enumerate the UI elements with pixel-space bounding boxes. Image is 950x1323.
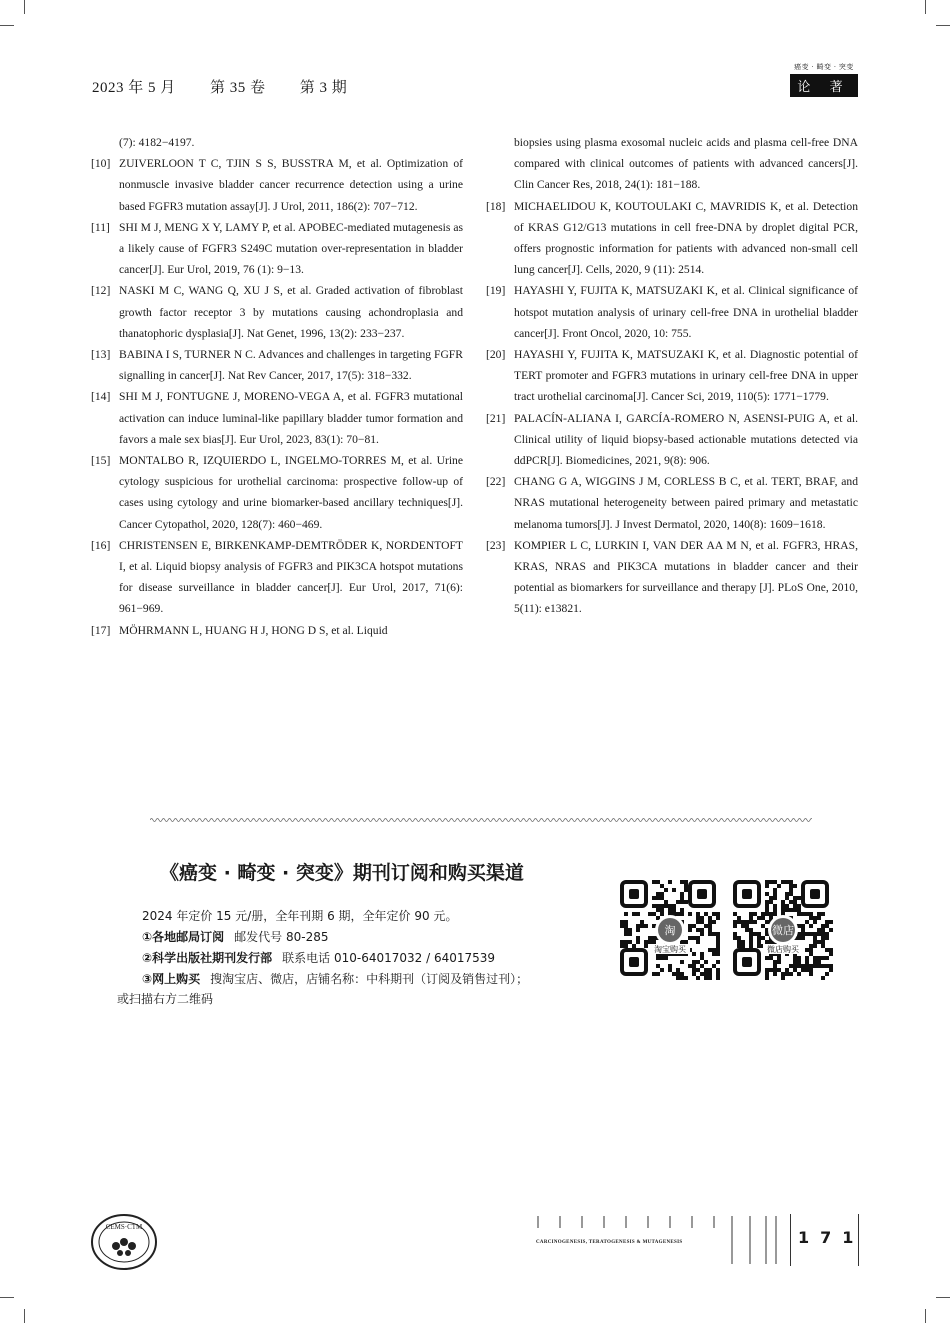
qr-finder-pattern [742,889,752,899]
qr-icon-label: 淘 [664,924,676,937]
section-header [790,62,858,97]
qr-finder-pattern [697,889,707,899]
page-number: 171 [798,1228,865,1247]
crop-mark [925,0,926,14]
qr-icon-label: 微店 [772,924,794,937]
qr-caption: 淘宝购买 [654,945,686,954]
reference-text: CHANG G A, WIGGINS J M, CORLESS B C, et al. TERT, BRAF, and NRAS mutational heterogeneity between paired primary and metastatic melanoma tumors[J]. J Invest Dermatol, 2020, 140(8): 1609−1618. [514,475,858,531]
reference-entry [91,620,463,641]
reference-entry [486,132,858,196]
reference-entry [91,344,463,386]
reference-entry [91,280,463,344]
reference-entry [91,217,463,281]
reference-text: HAYASHI Y, FUJITA K, MATSUZAKI K, et al. Diagnostic potential of TERT promoter and FGFR3 mutations in urinary cell-free DNA in upper tract urothelial carcinoma[J]. Cancer Sci, 2019, 110(5): 1771−1779. [514,348,858,404]
qr-finder-pattern [629,957,639,967]
reference-entry [91,386,463,450]
channel-detail: 搜淘宝店、微店，店铺名称：中科期刊（订阅及销售过刊）； [210,972,529,986]
reference-text: ZUIVERLOON T C, TJIN S S, BUSSTRA M, et al. Optimization of nonmuscle invasive bladder cancer recurrence detection using a urine based FGFR3 mutation assay[J]. J Urol, 2011, 186(2): 707−712. [119,157,463,213]
crop-mark [925,1309,926,1323]
reference-number: [14] [91,390,111,404]
reference-text: PALACÍN-ALIANA I, GARCÍA-ROMERO N, ASENSI-PUIG A, et al. Clinical utility of liquid biopsy-based actionable mutations detected via ddPCR[J]. Biomedicines, 2021, 9(8): 906. [514,411,858,468]
reference-entry [486,408,858,472]
reference-entry [486,196,858,281]
subscription-title: 《癌变 · 畸变 · 突变》期刊订阅和购买渠道 [160,862,524,884]
reference-number: [20] [486,348,506,362]
journal-short-title: 癌变 · 畸变 · 突变 [794,63,854,71]
subscription-price: 2024 年定价 15 元/册，全年刊期 6 期，全年定价 90 元。 [142,909,458,923]
running-header [92,76,377,97]
reference-number: [13] [91,348,111,362]
crop-mark [24,0,25,14]
channel-detail: 联系电话 010-64017032 / 64017539 [282,951,496,965]
qr-finder-pattern [810,889,820,899]
reference-number: [19] [486,284,506,298]
references-right-column [486,132,858,620]
qr-caption: 微店购买 [767,945,799,954]
reference-text: biopsies using plasma exosomal nucleic acids and plasma cell-free DNA compared with clinical outcomes of patients with advanced cancers[J]. Clin Cancer Res, 2018, 24(1): 181−188. [514,136,858,192]
reference-text: HAYASHI Y, FUJITA K, MATSUZAKI K, et al. Clinical significance of hotspot mutation analysis of urinary cell-free DNA in urothelial bladder cancer[J]. Front Oncol, 2020, 10: 755. [514,284,858,340]
channel-online [142,969,528,990]
reference-number: [15] [91,454,111,468]
reference-number: [16] [91,538,111,552]
qr-finder-pattern [629,889,639,899]
reference-entry [486,535,858,620]
reference-number: [21] [486,411,506,425]
reference-text: SHI M J, FONTUGNE J, MORENO-VEGA A, et al. FGFR3 mutational activation can induce luminal-like papillary bladder tumor formation and favors a male sex bias[J]. Eur Urol, 2023, 83(1): 70−81. [119,390,463,446]
reference-number: [10] [91,157,111,171]
reference-entry [91,132,463,153]
crop-mark [0,1297,14,1298]
reference-text: (7): 4182−4197. [119,136,195,149]
subscription-details [142,906,528,990]
issue-label: 第 3 期 [299,80,348,96]
qr-finder-pattern [742,957,752,967]
channel-label: ①各地邮局订阅 [142,930,225,944]
reference-text: SHI M J, MENG X Y, LAMY P, et al. APOBEC-mediated mutagenesis as a likely cause of FGFR3 S249C mutation over-representation in bladder cancer[J]. Eur Urol, 2019, 76 (1): 9−13. [119,220,463,277]
reference-text: BABINA I S, TURNER N C. Advances and challenges in targeting FGFR signalling in cancer[J]. Nat Rev Cancer, 2017, 17(5): 318−332. [119,348,463,383]
reference-text: CHRISTENSEN E, BIRKENKAMP-DEMTRÖDER K, NORDENTOFT I, et al. Liquid biopsy analysis of FGFR3 and PIK3CA hotspot mutations for disease surveillance in bladder cancer[J]. Eur Urol, 2017, 71(6): 961−969. [119,538,463,616]
channel-publisher [142,948,528,969]
section-badge: 论 著 [790,74,858,97]
crop-mark [936,1297,950,1298]
society-logo [90,1212,158,1272]
channel-label: ③网上购买 [142,972,201,986]
reference-text: NASKI M C, WANG Q, XU J S, et al. Graded activation of fibroblast growth factor receptor 3 by mutations causing achondroplasia and thanatophoric dysplasia[J]. Nat Genet, 1996, 13(2): 233−237. [119,284,463,340]
references-left-column [91,132,463,641]
volume-label: 第 35 卷 [210,80,266,96]
wavy-divider [150,816,812,824]
reference-entry [486,280,858,344]
reference-number: [18] [486,199,506,213]
channel-label: ②科学出版社期刊发行部 [142,951,273,965]
reference-number: [17] [91,623,111,637]
reference-entry [486,344,858,408]
page-number-rule [790,1214,791,1266]
reference-text: MONTALBO R, IZQUIERDO L, INGELMO-TORRES M, et al. Urine cytology suspicious for urothelial carcinoma: prospective follow-up of cases using cytology and urine biomarker-based ancillary techniques[J]. Cancer Cytopathol, 2020, 128(7): 460−469. [119,454,463,531]
reference-entry [91,450,463,535]
channel-post-office [142,927,528,948]
weidian-qr-code[interactable] [733,880,833,980]
logo-text: CEMS·CTM [105,1223,143,1231]
reference-text: MÖHRMANN L, HUANG H J, HONG D S, et al. Liquid [119,623,388,637]
reference-entry [91,535,463,620]
reference-number: [12] [91,284,111,298]
channel-detail: 邮发代号 80-285 [234,930,329,944]
reference-text: MICHAELIDOU K, KOUTOULAKI C, MAVRIDIS K, et al. Detection of KRAS G12/G13 mutations in cell free-DNA by droplet digital PCR, offers prognostic information for patients with advanced non-small cell lung cancer[J]. Cells, 2020, 9 (11): 2514. [514,199,858,277]
reference-number: [23] [486,538,506,552]
crop-mark [0,25,14,26]
scan-note: 或扫描右方二维码 [117,992,214,1006]
reference-number: [22] [486,475,506,489]
crop-mark [936,25,950,26]
taobao-qr-code[interactable] [620,880,720,980]
reference-text: KOMPIER L C, LURKIN I, VAN DER AA M N, et al. FGFR3, HRAS, KRAS, NRAS and PIK3CA mutations in bladder cancer and their potential as biomarkers for surveillance and therapy [J]. PLoS One, 2010, 5(11): e13821. [514,538,858,616]
reference-entry [486,471,858,535]
crop-mark [24,1309,25,1323]
issue-date: 2023 年 5 月 [92,80,176,96]
footer-journal-name: CARCINOGENESIS, TERATOGENESIS & MUTAGENESIS [536,1240,683,1245]
reference-number: [11] [91,220,110,234]
reference-entry [91,153,463,217]
